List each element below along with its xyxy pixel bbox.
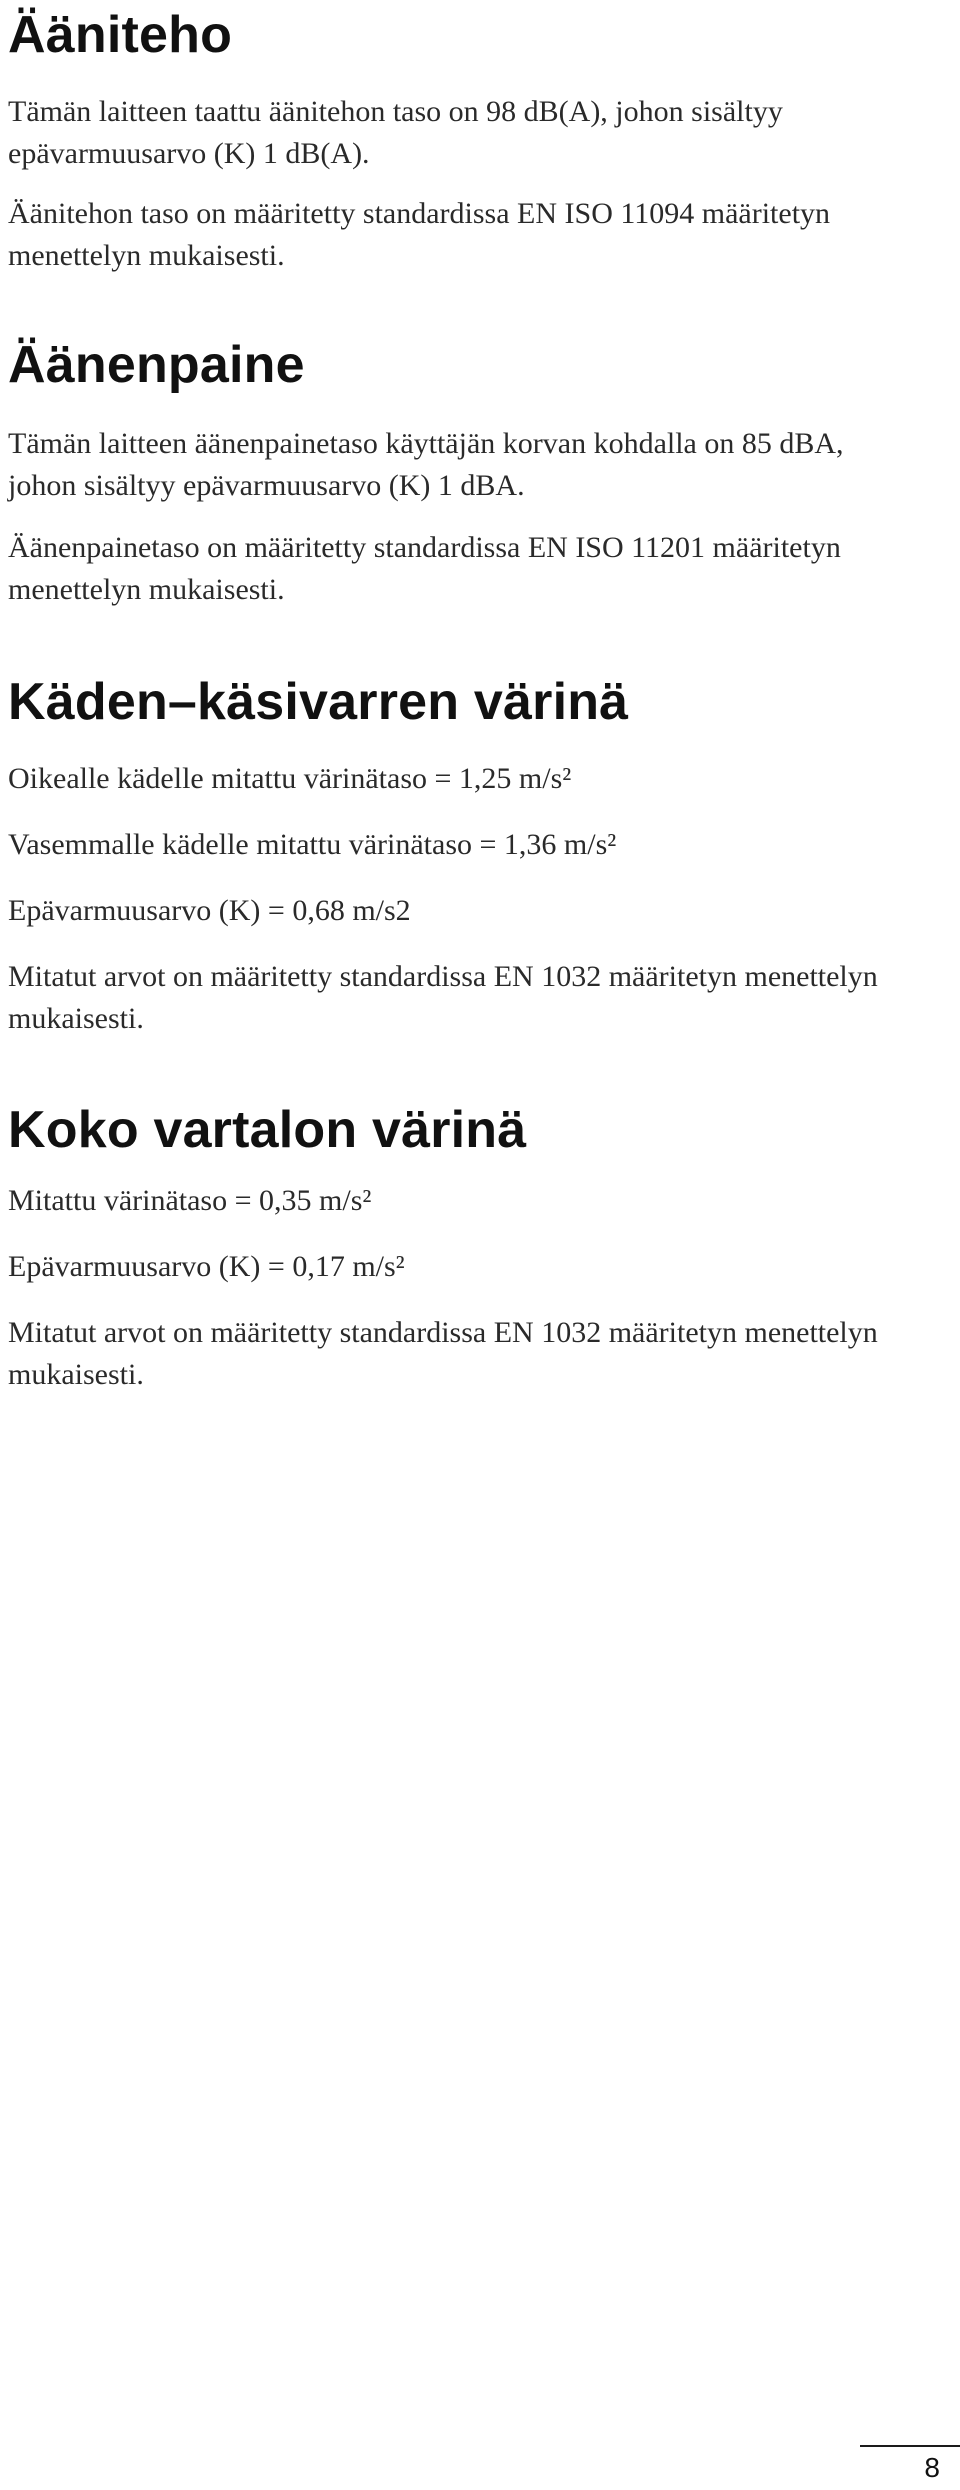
paragraph: Mitatut arvot on määritetty standardissa EN 1032 määritetyn menettelyn mukaisesti.	[8, 960, 878, 1035]
section-sound-power	[8, 5, 908, 277]
paragraph: Tämän laitteen äänenpainetaso käyttäjän korvan kohdalla on 85 dBA, johon sisältyy epävarmuusarvo (K) 1 dBA.	[8, 427, 844, 502]
section-heading: Käden–käsivarren värinä	[8, 673, 629, 731]
paragraph: Äänenpainetaso on määritetty standardissa EN ISO 11201 määritetyn menettelyn mukaisesti.	[8, 531, 841, 606]
paragraph: Tämän laitteen taattu äänitehon taso on 98 dB(A), johon sisältyy epävarmuusarvo (K) 1 dB(A).	[8, 95, 783, 170]
section-heading: Koko vartalon värinä	[8, 1101, 527, 1159]
section-hand-arm-vibration	[8, 672, 908, 1040]
page-number: 8	[924, 2452, 940, 2483]
paragraph: Äänitehon taso on määritetty standardissa EN ISO 11094 määritetyn menettelyn mukaisesti.	[8, 197, 831, 272]
paragraph: Epävarmuusarvo (K) = 0,17 m/s²	[8, 1250, 405, 1283]
paragraph: Oikealle kädelle mitattu värinätaso = 1,25 m/s²	[8, 762, 572, 795]
section-whole-body-vibration	[8, 1100, 908, 1396]
footer-rule	[860, 2445, 960, 2447]
section-heading: Ääniteho	[8, 6, 233, 64]
paragraph: Mitattu värinätaso = 0,35 m/s²	[8, 1184, 372, 1217]
paragraph: Epävarmuusarvo (K) = 0,68 m/s2	[8, 894, 411, 927]
section-heading: Äänenpaine	[8, 336, 305, 394]
paragraph: Mitatut arvot on määritetty standardissa EN 1032 määritetyn menettelyn mukaisesti.	[8, 1316, 878, 1391]
section-sound-pressure	[8, 335, 908, 611]
paragraph: Vasemmalle kädelle mitattu värinätaso = 1,36 m/s²	[8, 828, 617, 861]
